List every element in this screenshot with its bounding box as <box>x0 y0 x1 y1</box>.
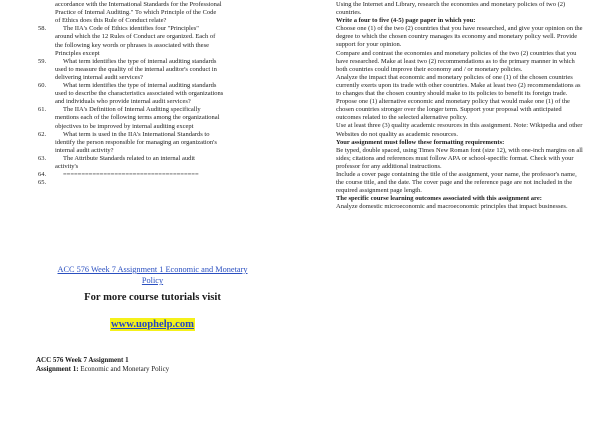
assignment-instructions <box>336 0 584 211</box>
instruction-paragraph: Propose one (1) alternative economic and monetary policy that would make one (1) of the chosen countries stronger over the longer term. Support your proposal with anticipated outcomes related to the selected alternative policy. <box>336 98 570 122</box>
footer-label: Assignment 1: <box>36 365 79 373</box>
assignment-link-line1[interactable]: ACC 576 Week 7 Assignment 1 Economic and Monetary <box>57 265 248 274</box>
question-number: 62. <box>38 130 47 138</box>
question-text-line: around which the 12 Rules of Conduct are organized. Each of <box>55 33 216 41</box>
question-number: 60. <box>38 82 47 89</box>
instruction-heading: Write a four to five (4-5) page paper in which you: <box>336 17 476 25</box>
instruction-paragraph: Be typed, double spaced, using Times New Roman font (size 12), with one-inch margins on all sides; citations and references must follow APA or school-specific format. Check with your professor for any additional instructions. <box>336 146 583 170</box>
instruction-paragraph: Choose one (1) of the two (2) countries that you have researched, and give your opinion on the degree to which the chosen country manages its economy and monetary policy well. Provide support for your opinion. <box>336 25 583 49</box>
footer-assignment <box>36 365 169 373</box>
question-number: 64. <box>38 171 47 179</box>
question-text-line: What term is used in the IIA's International Standards to <box>63 130 210 138</box>
question-text-line: What term identifies the type of internal auditing standards <box>63 57 217 65</box>
right-column <box>336 0 584 211</box>
question-text-line: the following key words or phrases is associated with these <box>55 41 209 49</box>
instruction-heading: Your assignment must follow these formatting requirements: <box>336 138 505 146</box>
question-text-line: identify the person responsible for managing an organization's <box>55 138 217 146</box>
instruction-paragraph: Use at least three (3) quality academic resources in this assignment. Note: Wikipedia and other Websites do not quality as academic resources. <box>336 122 583 138</box>
question-text-line: Principles except <box>55 49 100 57</box>
more-tutorials-heading: For more course tutorials visit <box>84 292 221 303</box>
assignment-link-line2[interactable]: Policy <box>141 276 164 285</box>
instruction-paragraph: Include a cover page containing the title of the assignment, your name, the professor's name, the course title, and the date. The cover page and the reference page are not included in the required assignment page length. <box>336 170 577 195</box>
question-text-line: activity's <box>55 163 79 170</box>
question-text-line: ===================================== <box>63 171 199 179</box>
question-number: 59. <box>38 57 47 65</box>
instruction-paragraph: Analyze the impact that economic and monetary policies of one (1) of the chosen countries currently exerts upon its trade with other countries. Make at least two (2) recommendations as to changes that the chosen country should make to its policies to benefit its foreign trade. <box>336 73 581 98</box>
footer-text: Economic and Monetary Policy <box>78 365 170 373</box>
question-text-line: mentions each of the following terms among the organizational <box>55 114 220 122</box>
question-text-line: accordance with the International Standards for the Professional <box>55 1 222 8</box>
instruction-paragraph: Analyze domestic microeconomic and macroeconomic principles that impact businesses. <box>336 203 568 211</box>
question-text-line: delivering internal audit services? <box>55 73 143 81</box>
question-text-line: and individuals who provide internal audit services? <box>55 98 191 106</box>
question-text-line: of Ethics does this Rule of Conduct relate? <box>55 17 167 25</box>
question-number: 63. <box>38 154 47 162</box>
question-text-line: objectives to be improved by internal auditing except <box>55 122 194 130</box>
assignment-link[interactable] <box>35 264 270 286</box>
question-text-line: used to describe the characteristics associated with organizations <box>55 90 224 98</box>
question-number: 61. <box>38 106 47 114</box>
question-text-line: The Attribute Standards related to an internal audit <box>63 154 195 162</box>
question-number: 58. <box>38 25 47 33</box>
question-text-line: The IIA's Definition of Internal Auditing specifically <box>63 106 201 114</box>
question-text-line: Practice of Internal Auditing." To which Principle of the Code <box>55 9 217 17</box>
question-text-line: internal audit activity? <box>55 146 114 154</box>
question-text-line: used to measure the quality of the internal auditor's conduct in <box>55 65 217 73</box>
question-text-line: The IIA's Code of Ethics identifies four "Principles" <box>63 25 199 33</box>
website-link[interactable]: www.uophelp.com <box>111 319 194 330</box>
instruction-heading: The specific course learning outcomes associated with this assignment are: <box>336 195 542 203</box>
question-number: 65. <box>38 179 47 187</box>
instruction-paragraph: Compare and contrast the economies and monetary policies of the two (2) countries that you have researched. Make at least two (2) recommendations as to the primary manner in which both countries could improve their economy and / or monetary policies. <box>336 49 577 73</box>
website-wrap <box>35 314 270 332</box>
footer-title: ACC 576 Week 7 Assignment 1 <box>36 356 129 364</box>
question-text-line: What term identifies the type of internal auditing standards <box>63 82 217 89</box>
instruction-paragraph: Using the Internet and Library, research the economies and monetary policies of two (2) countries. <box>336 1 566 17</box>
